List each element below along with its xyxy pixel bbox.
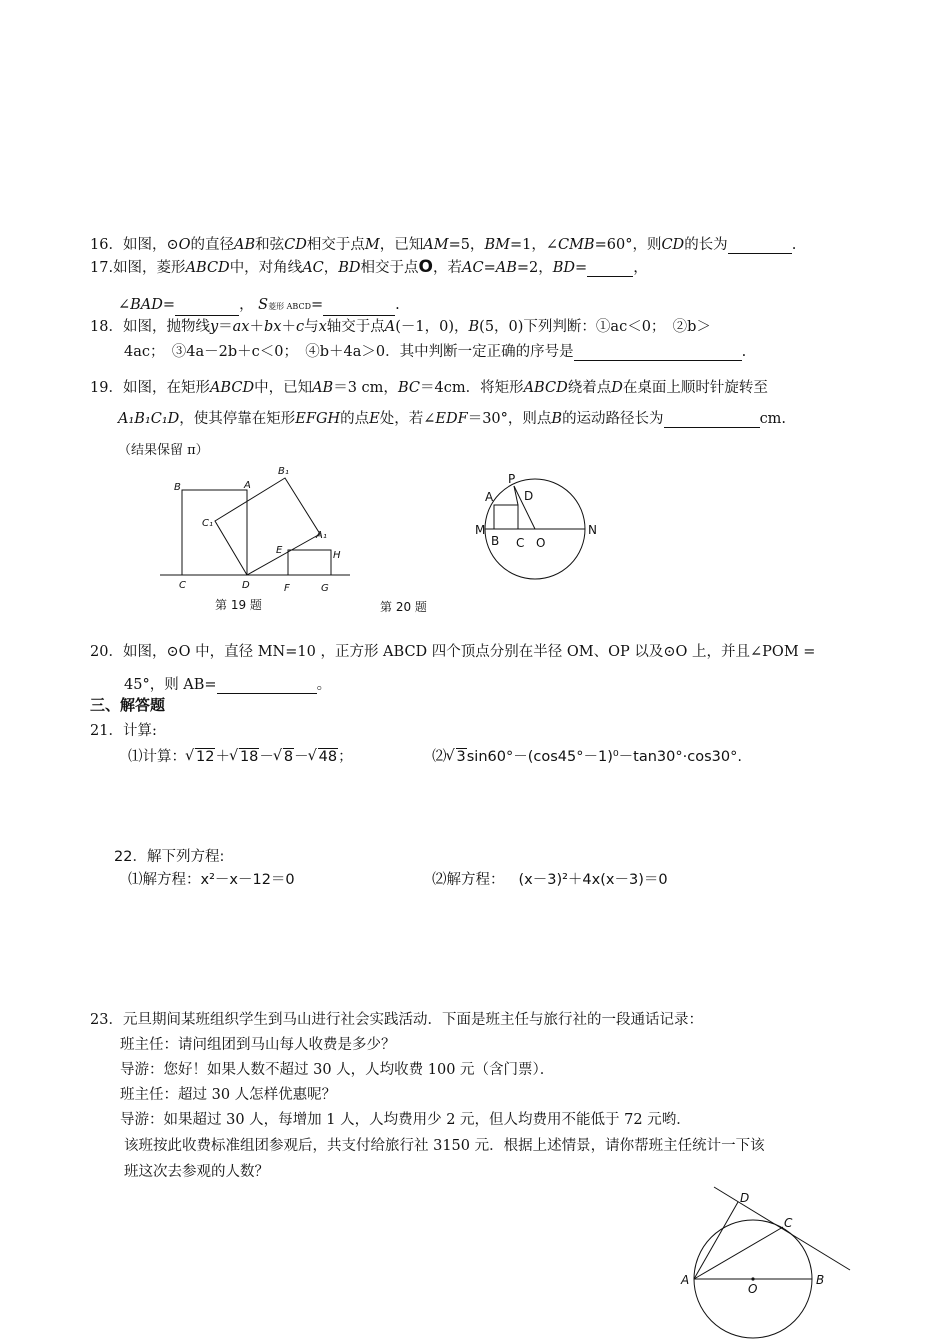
label-c: C [784,1216,793,1230]
sqrt-8: √ 8 [274,748,294,766]
label-b: B [816,1273,825,1287]
q18-line2: 4ac； ③4a－2b＋c＜0； ④b＋4a＞0．其中判断一定正确的序号是 . [124,344,747,360]
label-c: C [516,536,525,550]
sqrt-48: √ 48 [309,748,338,766]
q23-question-2: 班这次去参观的人数？ [124,1164,269,1180]
q17-bd-blank[interactable] [587,262,633,277]
rect-abcd [182,490,247,575]
q16-line: 16．如图，⊙O的直径AB和弦CD相交于点M，已知AM=5，BM=1，∠CMB=60°，则CD的长为 . [90,237,797,253]
q18-answer-blank[interactable] [574,346,742,361]
rect-efgh [288,550,331,575]
q19-line1: 19．如图，在矩形ABCD中，已知AB＝3 cm，BC＝4cm．将矩形ABCD绕着点D在桌面上顺时针旋转至 [90,380,768,396]
sqrt-3: √ 3 [447,748,467,766]
label-n: N [588,523,597,537]
figure-19 [150,460,360,610]
q23-dialog-2: 导游：您好！如果人数不超过 30 人，人均收费 100 元（含门票）． [120,1062,555,1078]
label-b: B [491,534,500,548]
label-a: A [485,490,494,504]
q21-part2: ⑵√ 3sin60°－(cos45°－1)⁰－tan30°·cos30°. [432,748,742,766]
q20-line2: 45°，则 AB= 。 [124,677,332,693]
label-d: D [524,489,534,503]
tangent-line [714,1187,850,1270]
label-d: D [740,1191,750,1205]
figure-circle-tangent [678,1185,868,1344]
q19-line2: A₁B₁C₁D，使其停靠在矩形EFGH的点E处，若∠EDF＝30°，则点B的运动路径长为 cm. [118,411,787,427]
label-a: A [244,480,251,491]
segment-ac [694,1227,783,1279]
q21-part1: ⑴计算：√ 12＋√ 18－√ 8－√ 48； [128,748,353,766]
figure-20-caption: 第 20 题 [380,600,427,614]
label-a1: A₁ [316,530,327,541]
label-o: O [536,536,546,550]
q21-title: 21．计算: [90,723,157,739]
label-g: G [321,583,329,594]
q23-question-1: 该班按此收费标准组团参观后，共支付给旅行社 3150 元．根据上述情景，请你帮班主任统计一下该 [124,1138,765,1154]
label-o: O [748,1282,758,1296]
figure-20 [380,470,610,614]
section-3-heading: 三、解答题 [90,696,166,714]
figure-19-lines [160,478,350,575]
segment-ad [694,1202,738,1279]
q19-note: （结果保留 π） [118,443,209,458]
figure-19-caption: 第 19 题 [215,598,262,612]
q20-line1: 20．如图，⊙O 中，直径 MN=10 ，正方形 ABCD 四个顶点分别在半径 OM、OP 以及⊙O 上，并且∠POM = [90,644,816,660]
label-c1: C₁ [202,518,213,529]
q17-line2: ∠BAD= ， S菱形 ABCD= . [118,296,400,316]
label-f: F [284,583,290,594]
q17-area-blank[interactable] [323,301,395,316]
label-c: C [179,580,186,591]
label-m: M [475,523,486,537]
label-b1: B₁ [278,466,289,477]
label-p: P [508,472,516,486]
q20-answer-blank[interactable] [217,679,317,694]
q23-dialog-4: 导游：如果超过 30 人，每增加 1 人，人均费用少 2 元，但人均费用不能低于 72 元哟． [120,1112,691,1128]
segment-dp [514,486,518,505]
label-b: B [174,482,181,493]
label-d: D [242,580,250,591]
q22-title: 22．解下列方程: [114,849,225,865]
q18-line1: 18．如图，抛物线y＝ax＋bx＋c与x轴交于点A(－1，0)，B(5，0)下列判断：①ac＜0； ②b＞ [90,319,711,335]
label-a: A [681,1273,690,1287]
rect-a1b1c1d [215,478,320,575]
q19-answer-blank[interactable] [664,413,760,428]
q22-part1: ⑴解方程：x²－x－12＝0 [128,872,295,888]
label-e: E [276,545,283,556]
q22-part2: ⑵解方程： (x－3)²＋4x(x－3)＝0 [432,872,668,888]
square-abcd [494,505,518,529]
sqrt-12: √ 12 [186,748,215,766]
q17-line1: 17.如图，菱形ABCD中，对角线AC，BD相交于点O，若AC=AB=2，BD= ， [90,257,648,277]
q16-answer-blank[interactable] [728,239,792,254]
q23-dialog-1: 班主任：请问组团到马山每人收费是多少？ [120,1037,396,1053]
q23-dialog-3: 班主任：超过 30 人怎样优惠呢？ [120,1087,337,1103]
label-h: H [333,550,341,561]
q17-angle-blank[interactable] [175,301,239,316]
sqrt-18: √ 18 [230,748,259,766]
q23-intro: 23．元旦期间某班组织学生到马山进行社会实践活动．下面是班主任与旅行社的一段通话记录： [90,1012,703,1028]
center-dot [751,1277,754,1280]
